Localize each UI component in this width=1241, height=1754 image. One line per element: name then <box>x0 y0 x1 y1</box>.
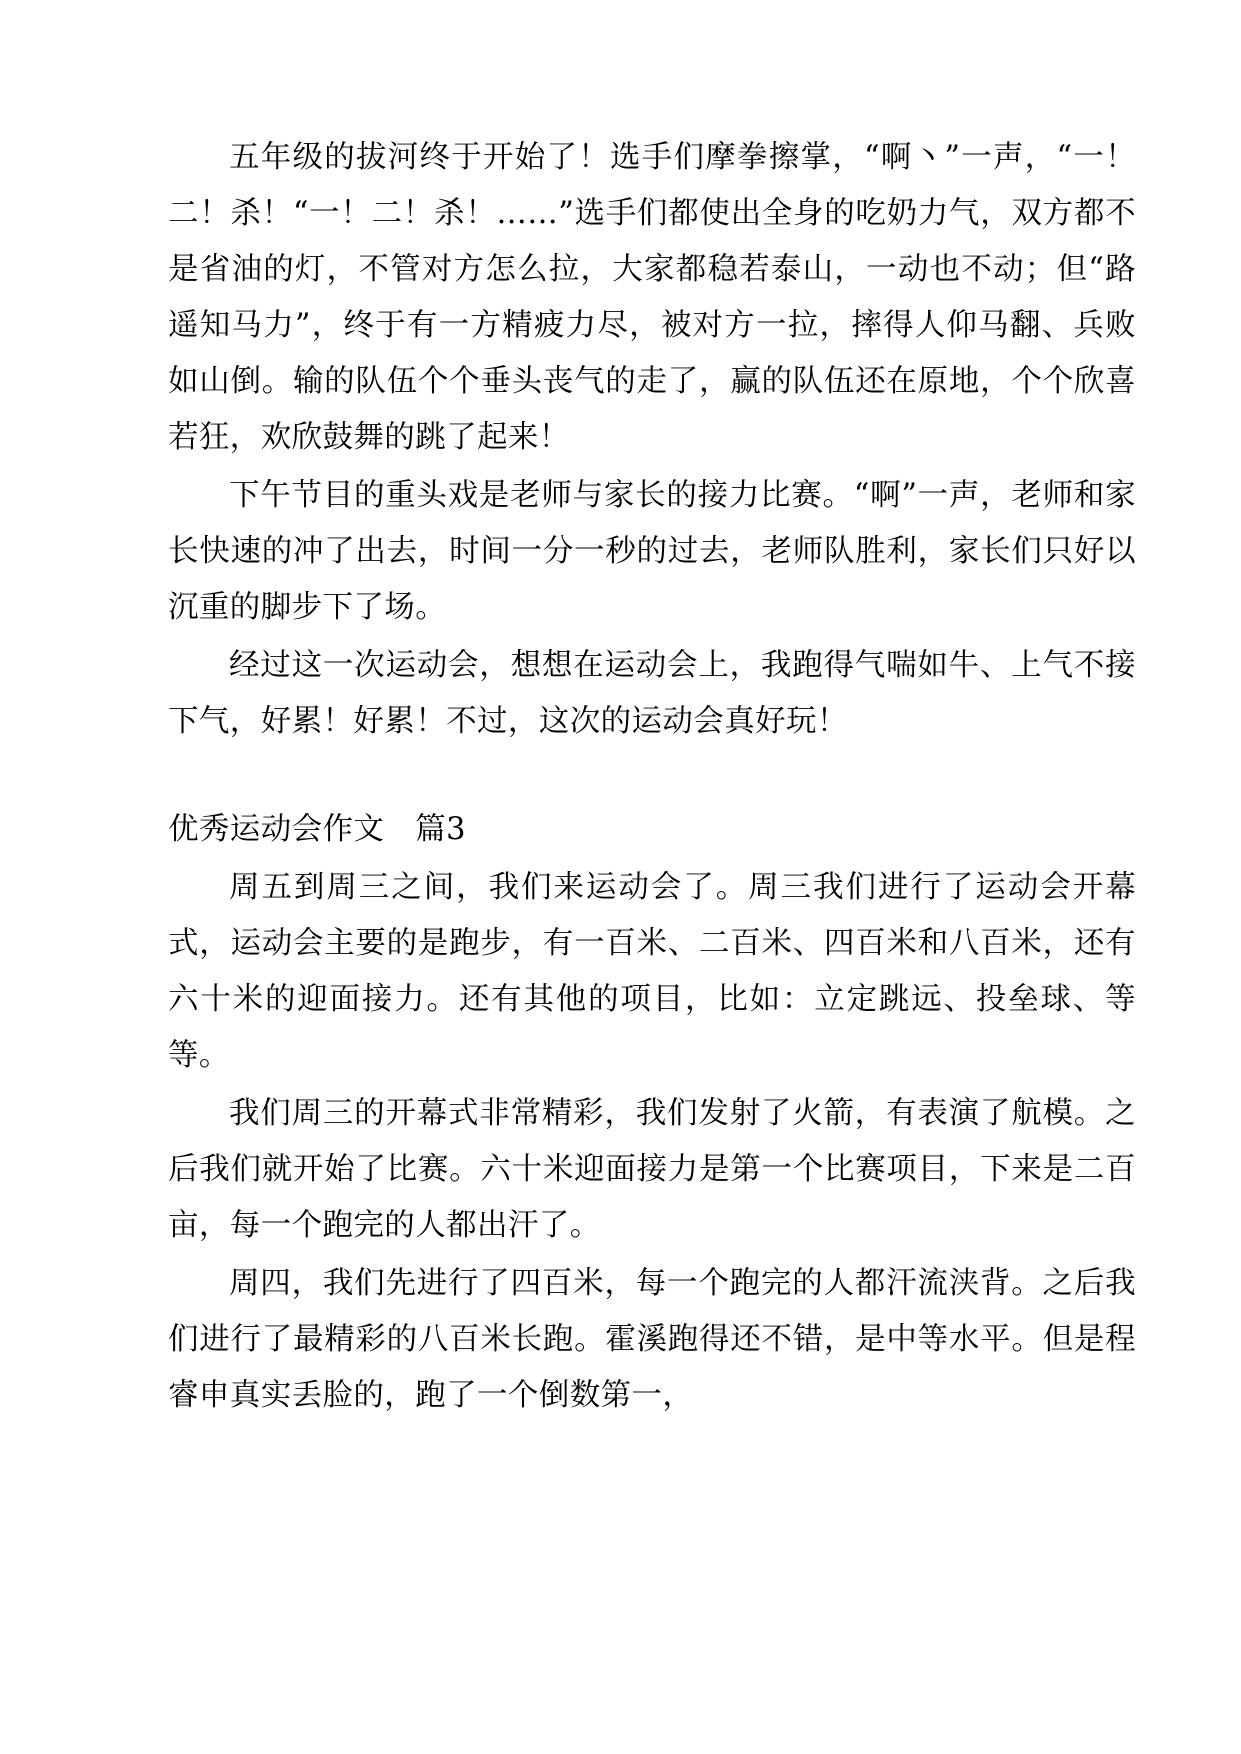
paragraph-relay-race: 下午节目的重头戏是老师与家长的接力比赛。“啊”一声，老师和家长快速的冲了出去，时间一分一秒的过去，老师队胜利，家长们只好以沉重的脚步下了场。 <box>168 478 1136 625</box>
heading-essay-3: 优秀运动会作文 篇3 <box>168 812 466 847</box>
document-body <box>168 130 1136 1424</box>
paragraph-tug-of-war: 五年级的拔河终于开始了！选手们摩拳擦掌，“啊丶”一声，“一！二！杀！“一！二！杀！……”选手们都使出全身的吃奶力气，双方都不是省油的灯，不管对方怎么拉，大家都稳若泰山，一动也不动；但“路遥知马力”，终于有一方精疲力尽，被对方一拉，摔得人仰马翻、兵败如山倒。输的队伍个个垂头丧气的走了，赢的队伍还在原地，个个欣喜若狂，欢欣鼓舞的跳了起来！ <box>168 140 1136 455</box>
paragraph-opening-ceremony: 我们周三的开幕式非常精彩，我们发射了火箭，有表演了航模。之后我们就开始了比赛。六十米迎面接力是第一个比赛项目，下来是二百亩，每一个跑完的人都出汗了。 <box>168 1096 1136 1243</box>
paragraph-thursday-races: 周四，我们先进行了四百米，每一个跑完的人都汗流浃背。之后我们进行了最精彩的八百米长跑。霍溪跑得还不错，是中等水平。但是程睿申真实丢脸的，跑了一个倒数第一， <box>168 1266 1136 1413</box>
paragraph-sports-meet-intro: 周五到周三之间，我们来运动会了。周三我们进行了运动会开幕式，运动会主要的是跑步，有一百米、二百米、四百米和八百米，还有六十米的迎面接力。还有其他的项目，比如：立定跳远、投垒球、等等。 <box>168 870 1136 1073</box>
paragraph-conclusion: 经过这一次运动会，想想在运动会上，我跑得气喘如牛、上气不接下气，好累！好累！不过，这次的运动会真好玩！ <box>168 648 1136 739</box>
